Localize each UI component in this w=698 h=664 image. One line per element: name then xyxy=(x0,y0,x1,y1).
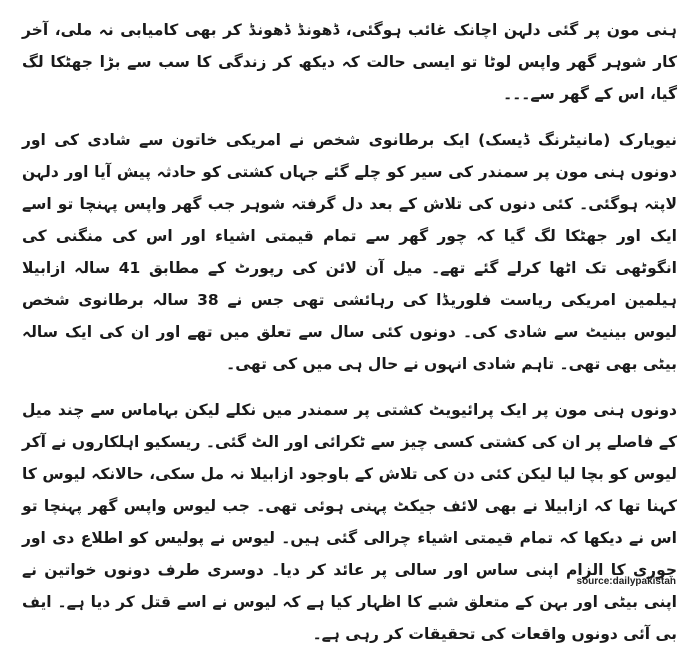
source-credit: source:dailypakistan xyxy=(576,576,676,587)
article-paragraph: نیویارک (مانیٹرنگ ڈیسک) ایک برطانوی شخص نے امریکی خاتون سے شادی کی اور دونوں ہنی مون پر سمندر کی سیر کو چلے گئے جہاں کشتی کو حادثہ پیش آیا اور دلہن لاپتہ ہوگئی۔ کئی دنوں کی تلاش کے بعد دل گرفتہ شوہر جب گھر واپس پہنچا تو اسے ایک اور جھٹکا لگ گیا کہ چور گھر سے تمام قیمتی اشیاء اور اس کی منگنی کی انگوٹھی تک اٹھا کرلے گئے تھے۔ میل آن لائن کی رپورٹ کے مطابق 41 سالہ ازابیلا ہیلمین امریکی ریاست فلوریڈا کی رہائشی تھی جس نے 38 سالہ برطانوی شخص لیوس بینیٹ سے شادی کی۔ دونوں کئی سال سے تعلق میں تھے اور ان کی ایک سالہ بیٹی بھی تھی۔ تاہم شادی انہوں نے حال ہی میں کی تھی۔ xyxy=(22,131,678,373)
article-lead: ہنی مون پر گئی دلہن اچانک غائب ہوگئی، ڈھونڈ ڈھونڈ کر بھی کامیابی نہ ملی، آخر کار شوہر گھر واپس لوٹا تو ایسی حالت کہ دیکھ کر زندگی کا سب سے بڑا جھٹکا لگ گیا، اس کے گھر سے۔۔۔ xyxy=(22,21,677,103)
article-paragraph: دونوں ہنی مون پر ایک پرائیویٹ کشتی پر سمندر میں نکلے لیکن بہاماس سے چند میل کے فاصلے پر ان کی کشتی کسی چیز سے ٹکرائی اور الٹ گئی۔ ریسکیو اہلکاروں نے آکر لیوس کو بچا لیا لیکن کئی دن کی تلاش کے باوجود ازابیلا نہ مل سکی، حالانکہ لیوس کا کہنا تھا کہ ازابیلا نے بھی لائف جیکٹ پہنی ہوئی تھی۔ جب لیوس واپس گھر پہنچا تو اس نے دیکھا کہ تمام قیمتی اشیاء چرالی گئی ہیں۔ لیوس نے پولیس کو اطلاع دی اور چوری کا الزام اپنی ساس اور سالی پر عائد کر دیا۔ دوسری طرف دونوں خواتین نے اپنی بیٹی اور بہن کے متعلق شبے کا اظہار کیا ہے کہ لیوس نے اسے قتل کر دیا ہے۔ ایف بی آئی دونوں واقعات کی تحقیقات کر رہی ہے۔ xyxy=(22,401,677,643)
article-body xyxy=(22,14,677,664)
